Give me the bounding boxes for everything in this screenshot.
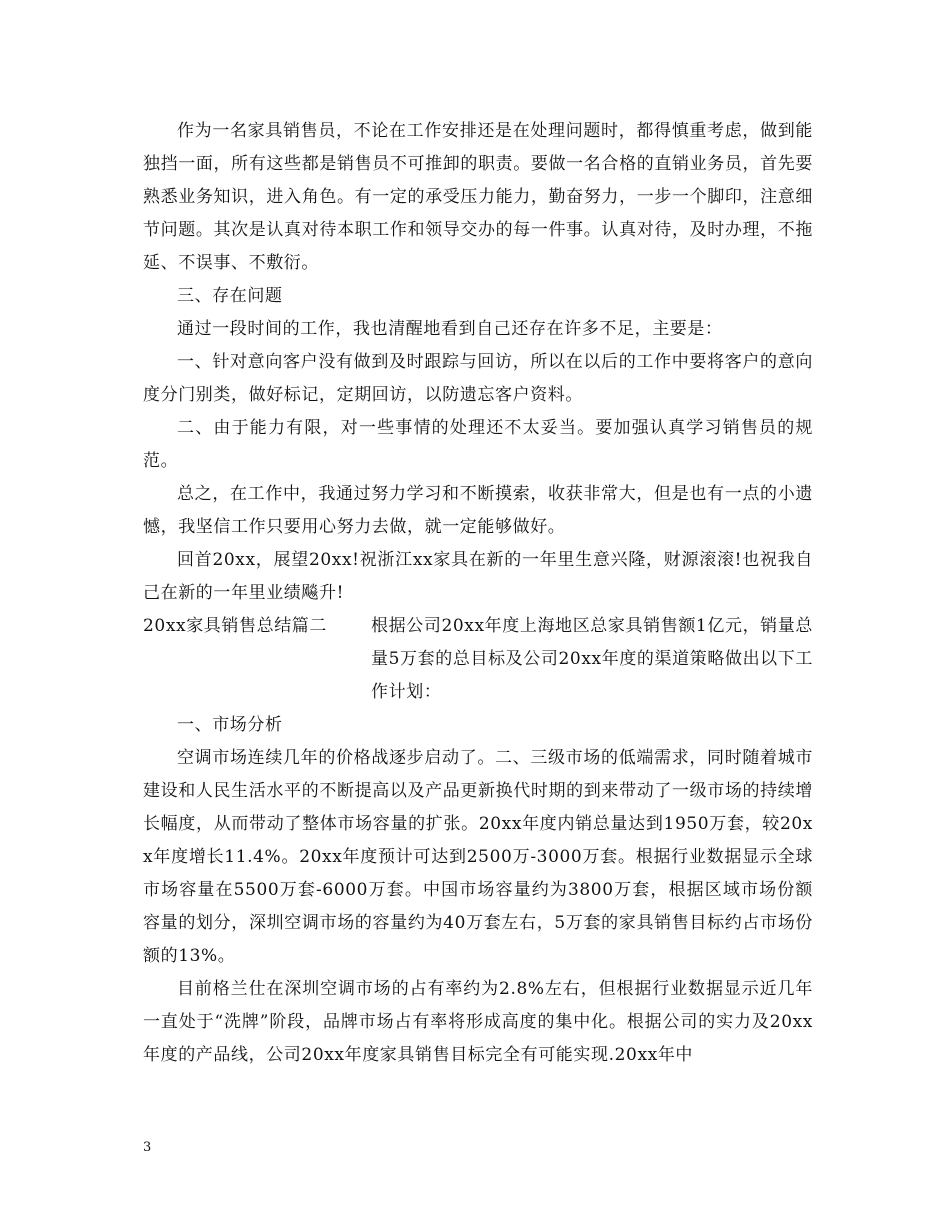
section-intro-first-line: 根据公司20xx年度上海地区总家具销售额1亿元，销量总量5万套的总目标及公司20xx年度的渠道策略做出以下工作计划：: [371, 616, 813, 702]
section-title: 20xx家具销售总结篇二: [143, 616, 328, 636]
paragraph-market-share: 目前格兰仕在深圳空调市场的占有率约为2.8%左右，但根据行业数据显示近几年一直处于“洗牌”阶段，品牌市场占有率将形成高度的集中化。根据公司的实力及20xx年度的产品线，公司20xx年度家具销售目标完全有可能实现.20xx年中: [143, 979, 813, 1065]
paragraph-salesperson-duty: 作为一名家具销售员，不论在工作安排还是在处理问题时，都得慎重考虑，做到能独挡一面，所有这些都是销售员不可推卸的职责。要做一名合格的直销业务员，首先要熟悉业务知识，进入角色。有一定的承受压力能力，勤奋努力，一步一个脚印，注意细节问题。其次是认真对待本职工作和领导交办的每一件事。认真对待，及时办理，不拖延、不误事、不敷衍。: [143, 121, 813, 273]
section-heading-part-two: [143, 610, 813, 709]
paragraph-problem-one: 一、针对意向客户没有做到及时跟踪与回访，所以在以后的工作中要将客户的意向度分门别类，做好标记，定期回访，以防遗忘客户资料。: [143, 352, 813, 405]
page-number: 3: [143, 1140, 152, 1155]
paragraph-looking-ahead: 回首20xx，展望20xx!祝浙江xx家具在新的一年里生意兴隆，财源滚滚!也祝我自己在新的一年里业绩飚升!: [143, 550, 813, 603]
paragraph-summary: 总之，在工作中，我通过努力学习和不断摸索，收获非常大，但是也有一点的小遗憾，我坚信工作只要用心努力去做，就一定能够做好。: [143, 484, 813, 537]
paragraph-market-capacity: 空调市场连续几年的价格战逐步启动了。二、三级市场的低端需求，同时随着城市建设和人民生活水平的不断提高以及产品更新换代时期的到来带动了一级市场的持续增长幅度，从而带动了整体市场容量的扩张。20xx年度内销总量达到1950万套，较20xx年度增长11.4%。20xx年度预计可达到2500万-3000万套。根据行业数据显示全球市场容量在5500万套-6000万套。中国市场容量约为3800万套，根据区域市场份额容量的划分，深圳空调市场的容量约为40万套左右，5万套的家具销售目标约占市场份额的13%。: [143, 748, 813, 966]
heading-market-analysis: 一、市场分析: [177, 715, 283, 735]
heading-existing-problems: 三、存在问题: [177, 286, 283, 306]
paragraph-problem-two: 二、由于能力有限，对一些事情的处理还不太妥当。要加强认真学习销售员的规范。: [143, 418, 813, 471]
paragraph-problems-intro: 通过一段时间的工作，我也清醒地看到自己还存在许多不足，主要是：: [177, 319, 723, 339]
document-body: [143, 115, 813, 1072]
section-title-gap: [327, 610, 371, 709]
